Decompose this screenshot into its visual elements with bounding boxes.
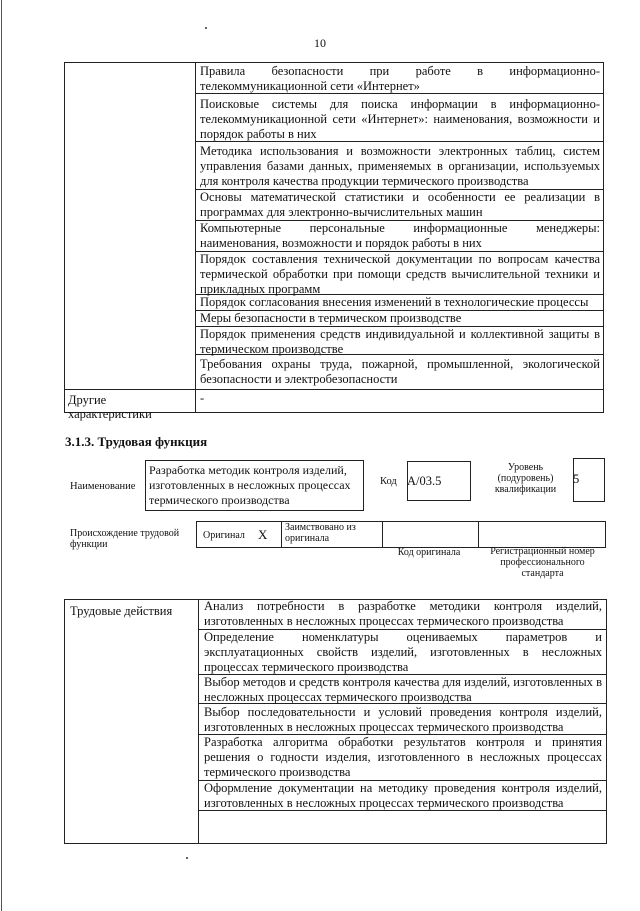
- labor-action-item: Оформление документации на методику проведения контроля изделий, изготовленных в несложных процессах термического производства: [204, 781, 602, 810]
- row-divider: [64, 389, 604, 390]
- knowledge-item: Компьютерные персональные информационные менеджеры: наименования, возможности и порядок работы в них: [200, 221, 600, 250]
- function-name: Разработка методик контроля изделий, изготовленных в несложных процессах термического производства: [149, 463, 351, 507]
- column-divider: [195, 62, 196, 413]
- original-mark: X: [258, 527, 268, 542]
- origin-divider: [382, 521, 383, 548]
- knowledge-item: Методика использования и возможности электронных таблиц, систем управления базами данных, применяемых в организации, используемых для контроля качества продукции термического производства: [200, 144, 600, 188]
- scan-speck: [186, 857, 188, 859]
- other-characteristics-label: Другие характеристики: [68, 393, 152, 421]
- knowledge-item: Меры безопасности в термическом производстве: [200, 311, 462, 325]
- section-heading: 3.1.3. Трудовая функция: [65, 434, 208, 449]
- code-value: А/03.5: [407, 474, 442, 488]
- borrowed-label: Заимствовано из оригинала: [285, 522, 356, 544]
- origin-divider: [281, 521, 282, 548]
- code-label: Код: [380, 476, 397, 487]
- knowledge-item: Требования охраны труда, пожарной, промышленной, экологической безопасности и электробезопасности: [200, 357, 600, 386]
- scan-edge-line: [1, 0, 2, 911]
- labor-action-item: Выбор последовательности и условий проведения контроля изделий, изготовленных в несложных процессах термического производства: [204, 705, 602, 734]
- knowledge-item: Основы математической статистики и особенности ее реализации в программах для электронно-вычислительных машин: [200, 190, 600, 219]
- labor-action-item: Анализ потребности в разработке методики контроля изделий, изготовленных в несложных процессах термического производства: [204, 599, 602, 628]
- labor-action-item: Определение номенклатуры оцениваемых параметров и эксплуатационных свойств изделий, изготовленных в несложных процессах термического производства: [204, 630, 602, 674]
- level-label: Уровень (подуровень) квалификации: [494, 462, 557, 495]
- reg-number-caption: Регистрационный номер профессионального стандарта: [490, 546, 595, 579]
- knowledge-item: Поисковые системы для поиска информации в информационно-телекоммуникационной сети «Интернет»: наименования, возможности и порядок работы в них: [200, 97, 600, 141]
- original-label: Оригинал: [203, 530, 245, 541]
- column-divider: [198, 599, 199, 844]
- other-characteristics-value: -: [200, 391, 205, 405]
- knowledge-item: Правила безопасности при работе в информационно-телекоммуникационной сети «Интернет»: [200, 64, 600, 93]
- level-value: 5: [573, 472, 580, 486]
- origin-divider: [478, 521, 479, 548]
- knowledge-item: Порядок применения средств индивидуальной и коллективной защиты в термическом производстве: [200, 327, 600, 356]
- labor-action-item: Разработка алгоритма обработки результатов контроля и принятия решения о годности изделия, изготовленного в несложных процессах термического производства: [204, 735, 602, 779]
- name-label: Наименование: [70, 481, 136, 492]
- page-number: 10: [314, 36, 326, 50]
- labor-actions-label: Трудовые действия: [70, 604, 173, 618]
- origin-label: Происхождение трудовой функции: [70, 528, 180, 550]
- origin-code-caption: Код оригинала: [397, 547, 461, 558]
- labor-action-item: Выбор методов и средств контроля качества для изделий, изготовленных в несложных процессах термического производства: [204, 675, 602, 704]
- knowledge-item: Порядок согласования внесения изменений в технологические процессы: [200, 295, 589, 309]
- scan-speck: [205, 27, 207, 29]
- knowledge-item: Порядок составления технической документации по вопросам качества термической обработки при помощи средств вычислительной техники и прикладных программ: [200, 252, 600, 296]
